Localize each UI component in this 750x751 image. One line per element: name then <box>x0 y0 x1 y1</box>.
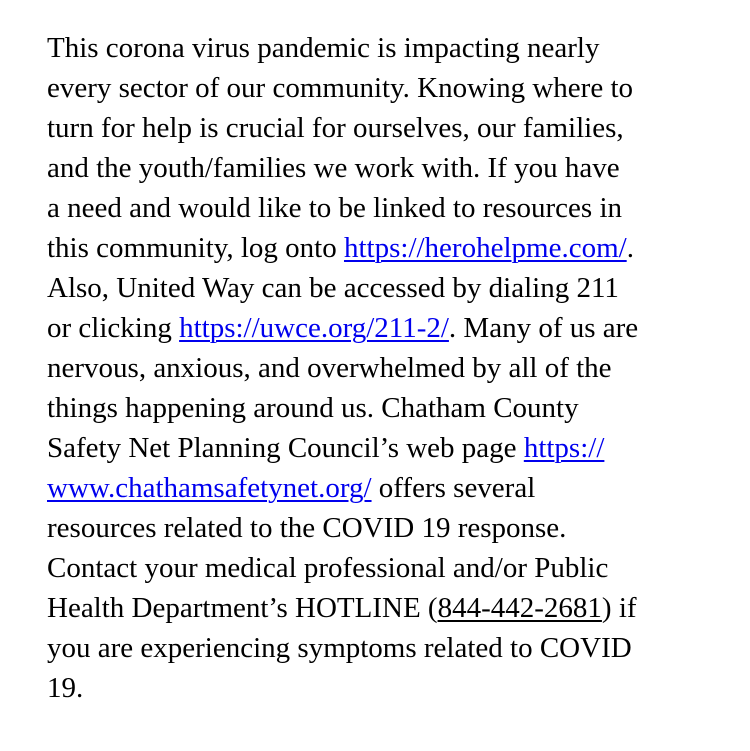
text-line: and the youth/families we work with. If you have <box>47 152 620 184</box>
text-segment: ) if <box>601 592 637 624</box>
text-line: things happening around us. Chatham County <box>47 392 579 424</box>
text-segment: . <box>626 232 634 264</box>
text-segment: offers several <box>371 472 536 504</box>
text-line: every sector of our community. Knowing where to <box>47 72 634 104</box>
text-line: Contact your medical professional and/or Public <box>47 552 609 584</box>
text-line: This corona virus pandemic is impacting nearly <box>47 32 600 64</box>
text-line <box>47 228 727 268</box>
united-way-211-link[interactable]: https://uwce.org/211-2/ <box>179 312 449 344</box>
chatham-safety-net-link-part1[interactable]: https:// <box>523 432 605 464</box>
text-segment: or clicking <box>47 312 180 344</box>
text-segment: Health Department’s HOTLINE ( <box>47 592 438 624</box>
text-segment: Safety Net Planning Council’s web page <box>47 432 524 464</box>
text-line <box>47 588 727 628</box>
text-line <box>47 468 727 508</box>
text-line: turn for help is crucial for ourselves, our families, <box>47 112 624 144</box>
text-line: a need and would like to be linked to resources in <box>47 192 623 224</box>
text-line: 19. <box>47 672 84 704</box>
text-line: resources related to the COVID 19 response. <box>47 512 567 544</box>
chatham-safety-net-link-part2[interactable]: www.chathamsafetynet.org/ <box>47 472 372 504</box>
text-line: Also, United Way can be accessed by dialing 211 <box>47 272 619 304</box>
herohelpme-link[interactable]: https://herohelpme.com/ <box>343 232 627 264</box>
text-line <box>47 308 727 348</box>
hotline-phone-number[interactable]: 844-442-2681 <box>437 592 602 624</box>
document-body <box>47 28 727 708</box>
text-segment: this community, log onto <box>47 232 344 264</box>
text-segment: . Many of us are <box>448 312 639 344</box>
text-line: you are experiencing symptoms related to COVID <box>47 632 632 664</box>
text-line: nervous, anxious, and overwhelmed by all of the <box>47 352 612 384</box>
text-line <box>47 428 727 468</box>
